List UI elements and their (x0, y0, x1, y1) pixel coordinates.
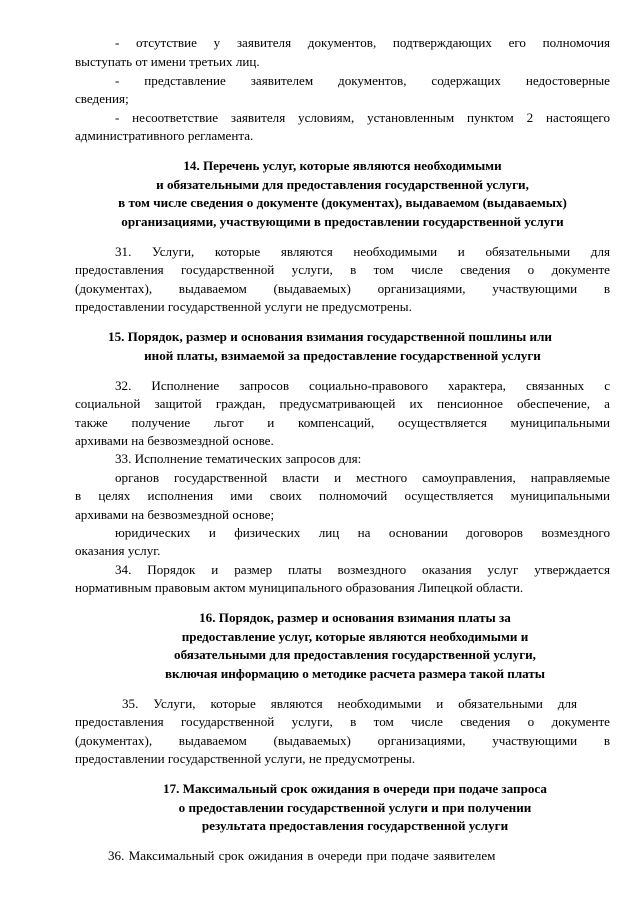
intro-line-5: - несоответствие заявителя условиям, установленным пунктом 2 настоящего (115, 110, 610, 125)
item-33-line-5: юридических и физических лиц на основании договоров возмездного (115, 525, 610, 540)
s16-heading-4: включая информацию о методике расчета размера такой платы (164, 666, 546, 681)
item-31-line-1: 31. Услуги, которые являются необходимыми и обязательными для (115, 244, 610, 259)
item-33-line-2: органов государственной власти и местного самоуправления, направляемые (115, 470, 610, 485)
item-31-line-2: предоставления государственной услуги, в том числе сведения о документе (75, 262, 610, 277)
item-35-line-4: предоставлении государственной услуги, не предусмотрены. (75, 751, 416, 766)
item-33-line-6: оказания услуг. (75, 543, 161, 558)
item-32-line-1: 32. Исполнение запросов социально-правового характера, связанных с (115, 378, 610, 393)
item-35-line-1: 35. Услуги, которые являются необходимыми и обязательными для (122, 696, 577, 711)
s17-heading-1: 17. Максимальный срок ожидания в очереди при подаче запроса (163, 781, 547, 796)
s16-heading-1: 16. Порядок, размер и основания взимания платы за (199, 610, 511, 625)
item-32-line-4: архивами на безвозмездной основе. (75, 433, 274, 448)
s16-heading-2: предоставление услуг, которые являются необходимыми и (181, 629, 529, 644)
item-35-line-2: предоставления государственной услуги, в том числе сведения о документе (75, 714, 610, 729)
s14-heading-1: 14. Перечень услуг, которые являются необходимыми (183, 158, 502, 173)
s15-heading-1: 15. Порядок, размер и основания взимания государственной пошлины или (108, 329, 552, 344)
s17-heading-2: о предоставлении государственной услуги и при получении (178, 800, 532, 815)
item-31-line-4: предоставлении государственной услуги не предусмотрены. (75, 299, 412, 314)
intro-line-1: - отсутствие у заявителя документов, подтверждающих его полномочия (115, 35, 610, 50)
intro-line-6: административного регламента. (75, 128, 254, 143)
s14-heading-3: в том числе сведения о документе (документах), выдаваемом (выдаваемых) (118, 195, 567, 210)
item-33-line-4: архивами на безвозмездной основе; (75, 507, 275, 522)
item-35-line-3: (документах), выдаваемом (выдаваемых) организациями, участвующими в (75, 733, 610, 748)
item-33-line-1: 33. Исполнение тематических запросов для: (115, 451, 362, 466)
item-34-line-2: нормативным правовым актом муниципального образования Липецкой области. (75, 580, 524, 595)
intro-line-4: сведения; (75, 91, 129, 106)
item-34-line-1: 34. Порядок и размер платы возмездного оказания услуг утверждается (115, 562, 610, 577)
s14-heading-4: организациями, участвующими в предоставлении государственной услуги (121, 214, 564, 229)
item-32-line-2: социальной защитой граждан, предусматривающей их пенсионное обеспечение, а (75, 396, 610, 411)
s14-heading-2: и обязательными для предоставления государственной услуги, (156, 177, 529, 192)
item-31-line-3: (документах), выдаваемом (выдаваемых) организациями, участвующими в (75, 281, 610, 296)
item-36-line-1: 36. Максимальный срок ожидания в очереди при подаче заявителем (108, 848, 496, 863)
item-33-line-3: в целях исполнения ими своих полномочий осуществляется муниципальными (75, 488, 610, 503)
intro-line-3: - представление заявителем документов, содержащих недостоверные (115, 73, 610, 88)
s17-heading-3: результата предоставления государственной услуги (201, 818, 509, 833)
item-32-line-3: также получение льгот и компенсаций, осуществляется муниципальными (75, 415, 610, 430)
s16-heading-3: обязательными для предоставления государственной услуги, (174, 647, 536, 662)
intro-line-2: выступать от имени третьих лиц. (75, 54, 260, 69)
s15-heading-2: иной платы, взимаемой за предоставление государственной услуги (144, 348, 541, 363)
